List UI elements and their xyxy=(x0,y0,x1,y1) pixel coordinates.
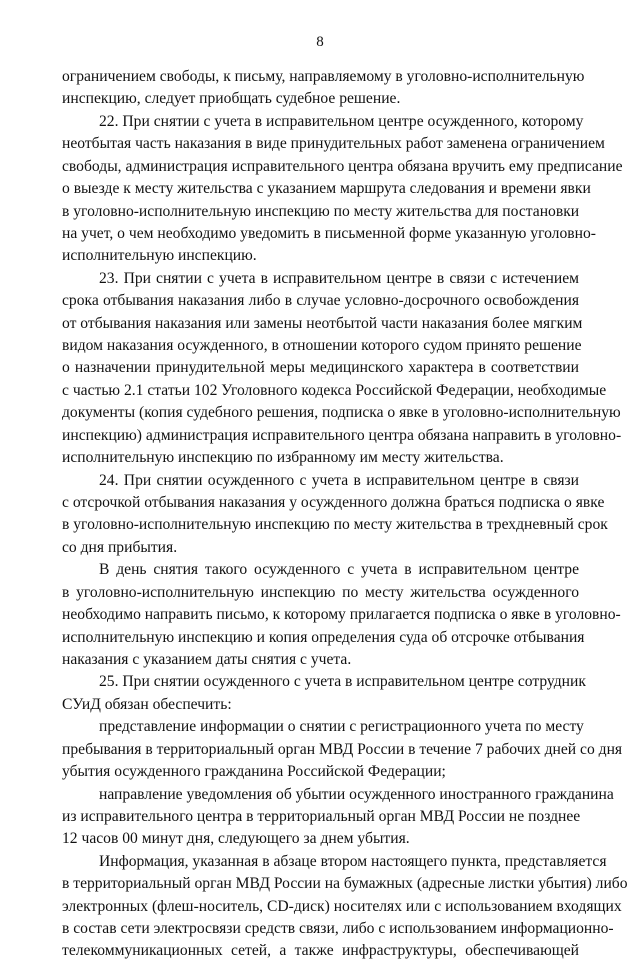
paragraph xyxy=(62,716,623,783)
text-line: в уголовно-исполнительную инспекцию по месту жительства для постановки xyxy=(62,202,580,220)
text-line: документы (копия судебного решения, подписка о явке в уголовно-исполнительную xyxy=(62,404,621,422)
text-line: со дня прибытия. xyxy=(62,538,178,556)
paragraph xyxy=(62,559,621,671)
text-line: исполнительную инспекцию. xyxy=(62,247,257,265)
text-line: свободы, администрация исправительного центра обязана вручить ему предписание xyxy=(62,157,623,175)
paragraph xyxy=(62,66,585,111)
text-line: 22. При снятии с учета в исправительном центре осужденного, которому xyxy=(99,112,584,130)
text-line: убытия осужденного гражданина Российской Федерации; xyxy=(62,763,446,781)
text-line: В день снятия такого осужденного с учета в исправительном центре xyxy=(99,561,579,579)
text-line: Информация, указанная в абзаце втором настоящего пункта, представляется xyxy=(99,852,607,870)
text-line: в уголовно-исполнительную инспекцию по месту жительства в трехдневный срок xyxy=(62,516,608,534)
text-line: телекоммуникационных сетей, а также инфраструктуры, обеспечивающей xyxy=(62,942,579,960)
text-line: 24. При снятии осужденного с учета в исправительном центре в связи xyxy=(99,471,579,489)
paragraph xyxy=(62,851,628,963)
paragraph xyxy=(62,671,586,716)
text-line: СУиД обязан обеспечить: xyxy=(62,695,232,713)
paragraph xyxy=(62,268,622,470)
text-line: о выезде к месту жительства с указанием маршрута следования и времени явки xyxy=(62,180,591,198)
text-line: срока отбывания наказания либо в случае условно-досрочного освобождения xyxy=(62,292,579,310)
text-line: исполнительную инспекцию по избранному им месту жительства. xyxy=(62,449,504,467)
text-line: пребывания в территориальный орган МВД России в течение 7 рабочих дней со дня xyxy=(62,740,623,758)
text-line: от отбывания наказания или замены неотбытой части наказания более мягким xyxy=(62,314,583,332)
text-line: видом наказания осужденного, в отношении которого судом принято решение xyxy=(62,337,582,355)
text-line: о назначении принудительной меры медицинского характера в соответствии xyxy=(62,359,579,377)
text-line: из исправительного центра в территориальный орган МВД России не позднее xyxy=(62,807,581,825)
text-line: 25. При снятии осужденного с учета в исправительном центре сотрудник xyxy=(99,673,586,691)
text-line: необходимо направить письмо, к которому прилагается подписка о явке в уголовно- xyxy=(62,606,621,624)
text-line: в уголовно-исполнительную инспекцию по месту жительства осужденного xyxy=(62,583,579,601)
page-number: 8 xyxy=(316,34,324,50)
paragraph xyxy=(62,470,608,560)
text-line: направление уведомления об убытии осужденного иностранного гражданина xyxy=(99,785,614,803)
text-line: инспекцию) администрация исправительного центра обязана направить в уголовно- xyxy=(62,426,622,444)
text-line: инспекцию, следует приобщать судебное решение. xyxy=(62,90,401,108)
text-line: ограничением свободы, к письму, направляемому в уголовно-исполнительную xyxy=(62,68,585,85)
text-line: в состав сети электросвязи средств связи, либо с использованием информационно- xyxy=(62,920,614,938)
text-line: на учет, о чем необходимо уведомить в письменной форме указанную уголовно- xyxy=(62,224,596,242)
paragraph xyxy=(62,784,614,851)
document-body xyxy=(62,66,628,963)
text-line: 23. При снятии с учета в исправительном центре в связи с истечением xyxy=(99,269,579,287)
text-line: представление информации о снятии с регистрационного учета по месту xyxy=(99,718,584,736)
text-line: неотбытая часть наказания в виде принудительных работ заменена ограничением xyxy=(62,135,605,153)
text-line: с отсрочкой отбывания наказания у осужденного должна браться подписка о явке xyxy=(62,494,605,512)
text-line: электронных (флеш-носитель, CD-диск) носителях или с использованием входящих xyxy=(62,897,622,915)
text-line: исполнительную инспекцию и копия определения суда об отсрочке отбывания xyxy=(62,628,585,646)
text-line: 12 часов 00 минут дня, следующего за днем убытия. xyxy=(62,830,410,848)
text-line: наказания с указанием даты снятия с учета. xyxy=(62,650,352,668)
text-line: с частью 2.1 статьи 102 Уголовного кодекса Российской Федерации, необходимые xyxy=(62,381,607,399)
text-line: в территориальный орган МВД России на бумажных (адресные листки убытия) либо xyxy=(62,875,628,893)
paragraph xyxy=(62,111,623,268)
